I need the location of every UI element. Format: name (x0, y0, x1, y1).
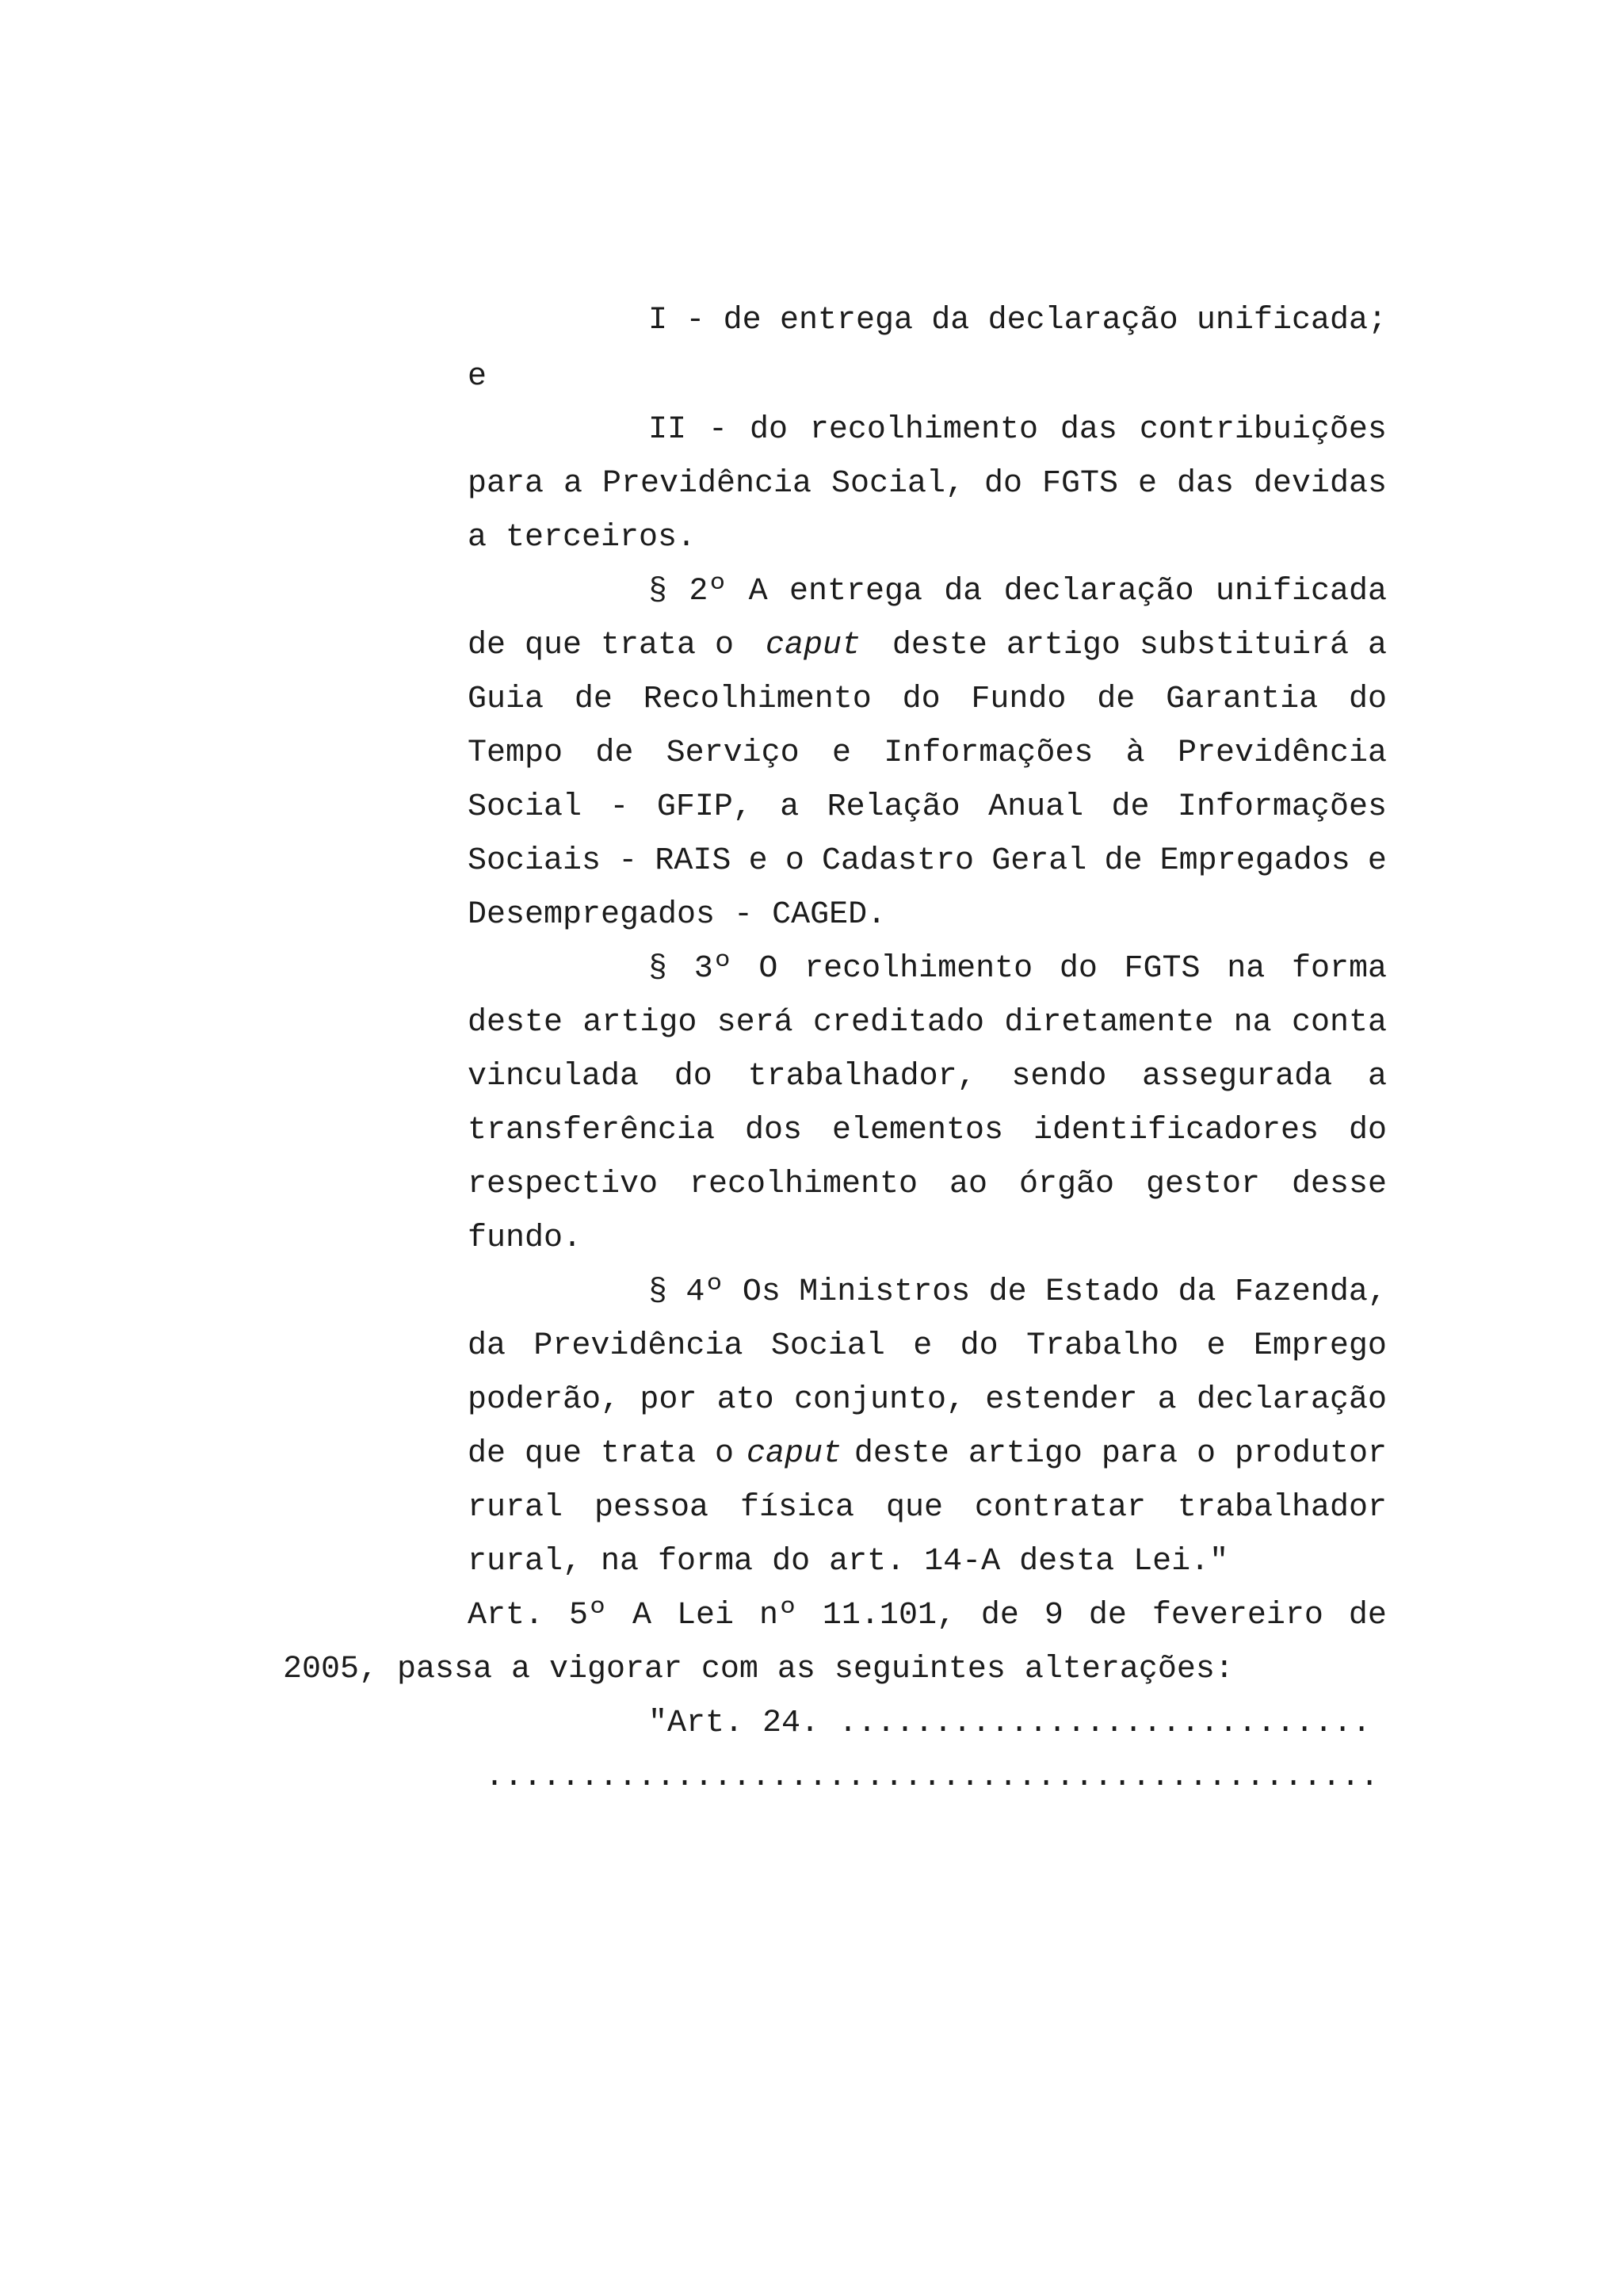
word: assegurada (1142, 1059, 1333, 1095)
word: de (595, 735, 634, 771)
word: Cadastro (822, 843, 975, 879)
word: ao (949, 1167, 988, 1202)
paragraph-2-line-3 (468, 681, 1387, 719)
word: das (1060, 412, 1117, 448)
word: unificada; (1196, 303, 1387, 338)
word: dos (745, 1113, 803, 1148)
word: Art. (468, 1598, 544, 1633)
word: e (913, 1328, 933, 1364)
word: 11.101, (822, 1598, 956, 1633)
word: a (1367, 1059, 1387, 1095)
paragraph-2-line-4 (468, 735, 1387, 773)
word: entrega (789, 574, 922, 609)
word: Recolhimento (643, 682, 872, 717)
word: estender (985, 1382, 1138, 1418)
word: gestor (1145, 1167, 1260, 1202)
word: de (1111, 789, 1150, 825)
word: na (1233, 1005, 1272, 1041)
word: a (510, 1652, 530, 1687)
word: unificada (1215, 574, 1387, 609)
word: 5º (568, 1598, 607, 1633)
paragraph-4-line-4-start: de que trata o (468, 1436, 735, 1472)
paragraph-3-line-3 (468, 1058, 1387, 1096)
word: desse (1291, 1167, 1387, 1202)
word: 4º (685, 1274, 724, 1310)
word: à (1125, 735, 1145, 771)
word: as (777, 1652, 815, 1687)
word: para (468, 466, 544, 502)
word: ato (716, 1382, 774, 1418)
word: GFIP, (656, 789, 752, 825)
word: Serviço (666, 735, 800, 771)
word: transferência (468, 1113, 716, 1148)
word: - (609, 789, 629, 825)
paragraph-2-line-1 (648, 573, 1387, 611)
word: Sociais (468, 843, 601, 879)
caput-term: caput (765, 628, 861, 663)
word: Tempo (468, 735, 563, 771)
word: Social (770, 1328, 885, 1364)
word: 2º (689, 574, 727, 609)
article-5-line-2 (283, 1651, 1234, 1689)
paragraph-4-line-4-end: deste artigo para o produtor (854, 1436, 1387, 1472)
word: será (716, 1005, 793, 1041)
item-i-line (648, 302, 1387, 340)
word: do (749, 412, 788, 448)
word: Estado (1045, 1274, 1160, 1310)
word: na (1227, 951, 1266, 987)
word: Anual (988, 789, 1084, 825)
word: das (1176, 466, 1234, 502)
word: da (468, 1328, 506, 1364)
word: Lei (676, 1598, 734, 1633)
word: recolhimento (689, 1167, 918, 1202)
word: de (980, 1598, 1019, 1633)
word: do (1348, 1113, 1387, 1148)
word: entrega (779, 303, 913, 338)
word: recolhimento (804, 951, 1033, 987)
word: física (739, 1490, 854, 1526)
word: do (1348, 682, 1387, 717)
word: declaração (1003, 574, 1194, 609)
word: o (785, 843, 804, 879)
paragraph-4-line-3 (468, 1381, 1387, 1419)
amended-article-24: "Art. 24. ............................ (648, 1706, 1372, 1741)
word: Relação (827, 789, 960, 825)
word: Previdência (533, 1328, 743, 1364)
word: do (960, 1328, 999, 1364)
paragraph-2-line-6 (468, 842, 1387, 881)
paragraph-3-line-4 (468, 1112, 1387, 1150)
word: Ministros (799, 1274, 971, 1310)
word: de (723, 303, 762, 338)
word: Fazenda, (1234, 1274, 1387, 1310)
word: 2005, (283, 1652, 379, 1687)
paragraph-2-line-2 (468, 627, 1387, 665)
paragraph-4-line-1 (648, 1274, 1387, 1312)
word: contratar (974, 1490, 1146, 1526)
paragraph-2-line-2-end: deste artigo substituirá a (892, 628, 1387, 663)
word: I (648, 303, 668, 338)
word: declaração (1196, 1382, 1387, 1418)
word: do (902, 682, 941, 717)
word: § (648, 951, 668, 987)
word: vinculada (468, 1059, 640, 1095)
word: sendo (1011, 1059, 1107, 1095)
word: de (1097, 682, 1136, 717)
word: que (885, 1490, 943, 1526)
paragraph-4-line-6: rural, na forma do art. 14-A desta Lei." (468, 1544, 1229, 1580)
paragraph-3-line-5 (468, 1166, 1387, 1204)
word: e (748, 843, 768, 879)
word: do (1059, 951, 1098, 987)
item-ii-line-3: a terceiros. (468, 520, 697, 556)
word: identificadores (1033, 1113, 1319, 1148)
word: respectivo (468, 1167, 659, 1202)
word: - (708, 412, 727, 448)
word: a (563, 466, 582, 502)
word: trabalhador (1177, 1490, 1387, 1526)
word: forma (1291, 951, 1387, 987)
paragraph-2-line-7: Desempregados - CAGED. (468, 897, 887, 933)
word: a (780, 789, 800, 825)
paragraph-3-line-6: fundo. (468, 1221, 582, 1256)
word: FGTS (1041, 466, 1118, 502)
paragraph-3-line-2 (468, 1004, 1387, 1042)
word: de (1348, 1598, 1387, 1633)
word: de (988, 1274, 1027, 1310)
paragraph-2-line-5 (468, 789, 1387, 827)
word: de (1088, 1598, 1127, 1633)
word: Geral (991, 843, 1087, 879)
word: da (1178, 1274, 1216, 1310)
item-ii-line-1 (648, 411, 1387, 449)
word: diretamente (1004, 1005, 1214, 1041)
word: Previdência (601, 466, 812, 502)
word: contribuições (1139, 412, 1387, 448)
word: Guia (468, 682, 544, 717)
word: e (1367, 843, 1387, 879)
word: elementos (831, 1113, 1003, 1148)
word: deste (468, 1005, 563, 1041)
paragraph-2-line-2-start: de que trata o (468, 628, 735, 663)
word: de (1104, 843, 1143, 879)
word: § (648, 1274, 668, 1310)
word: do (674, 1059, 712, 1095)
word: Previdência (1177, 735, 1387, 771)
word: - (685, 303, 705, 338)
word: FGTS (1124, 951, 1201, 987)
word: fevereiro (1151, 1598, 1323, 1633)
word: e (1137, 466, 1157, 502)
word: creditado (812, 1005, 985, 1041)
word: rural (468, 1490, 563, 1526)
word: seguintes (834, 1652, 1006, 1687)
item-ii-line-2 (468, 465, 1387, 503)
word: e (1206, 1328, 1226, 1364)
word: Fundo (971, 682, 1067, 717)
word: conta (1291, 1005, 1387, 1041)
word: - (618, 843, 638, 879)
word: Informações (1177, 789, 1387, 825)
word: do (983, 466, 1022, 502)
word: alterações: (1024, 1652, 1234, 1687)
word: A (632, 1598, 651, 1633)
word: devidas (1253, 466, 1387, 502)
word: nº (758, 1598, 797, 1633)
paragraph-4-line-4 (468, 1435, 1387, 1473)
word: de (574, 682, 613, 717)
caput-term-2: caput (746, 1436, 842, 1472)
ellipsis-line: ............................................... (485, 1759, 1380, 1795)
word: e (831, 735, 851, 771)
word: trabalhador, (747, 1059, 976, 1095)
word: RAIS (655, 843, 731, 879)
paragraph-3-line-1 (648, 950, 1387, 988)
word: recolhimento (809, 412, 1038, 448)
word: declaração (987, 303, 1178, 338)
word: Garantia (1166, 682, 1319, 717)
word: A (748, 574, 768, 609)
word: com (701, 1652, 758, 1687)
word: II (648, 412, 687, 448)
word: conjunto, (793, 1382, 965, 1418)
word: 3º (693, 951, 732, 987)
word: Empregados (1159, 843, 1350, 879)
conjunction-e: e (468, 359, 487, 395)
word: órgão (1018, 1167, 1114, 1202)
word: poderão, (468, 1382, 621, 1418)
word: por (640, 1382, 697, 1418)
word: a (1157, 1382, 1177, 1418)
word: § (648, 574, 668, 609)
paragraph-4-line-5 (468, 1489, 1387, 1527)
word: Emprego (1253, 1328, 1387, 1364)
word: Trabalho (1026, 1328, 1179, 1364)
word: 9 (1044, 1598, 1064, 1633)
paragraph-4-line-2 (468, 1328, 1387, 1366)
word: artigo (582, 1005, 697, 1041)
word: passa (396, 1652, 493, 1687)
word: da (931, 303, 970, 338)
article-5-line-1 (468, 1597, 1387, 1635)
word: da (944, 574, 983, 609)
word: Social, (831, 466, 965, 502)
word: Informações (884, 735, 1094, 771)
word: O (758, 951, 778, 987)
word: vigorar (548, 1652, 682, 1687)
word: Social (468, 789, 582, 825)
word: Os (742, 1274, 781, 1310)
word: pessoa (594, 1490, 709, 1526)
